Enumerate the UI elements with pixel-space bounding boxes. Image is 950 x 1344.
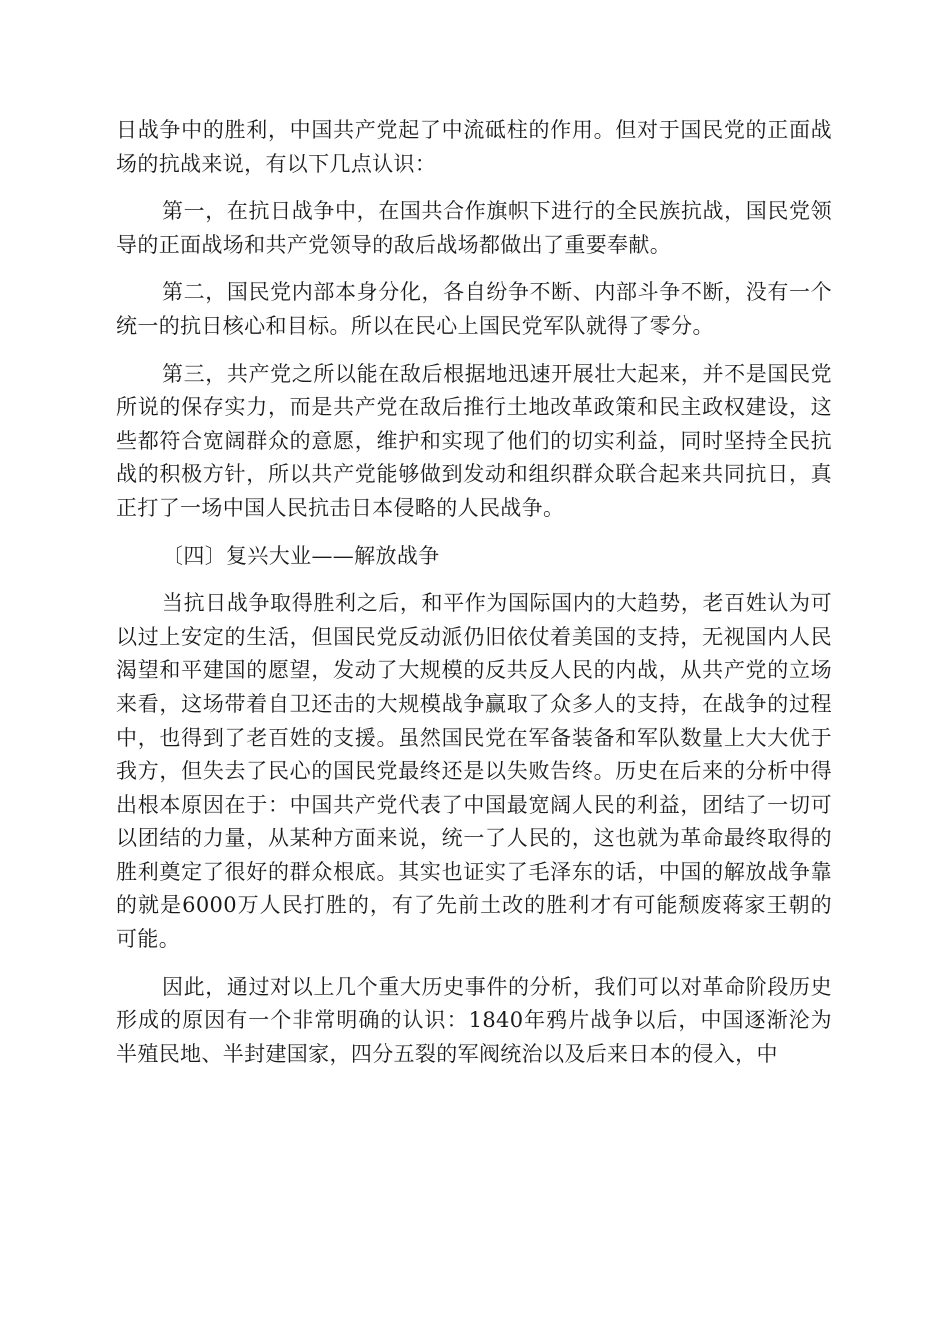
paragraph-point-two: 第二，国民党内部本身分化，各自纷争不断、内部斗争不断，没有一个统一的抗日核心和目标。所以在民心上国民党军队就得了零分。	[116, 280, 832, 338]
document-page	[116, 114, 832, 1085]
paragraph-point-three: 第三，共产党之所以能在敌后根据地迅速开展壮大起来，并不是国民党所说的保存实力，而是共产党在敌后推行土地改革政策和民主政权建设，这些都符合宽阔群众的意愿，维护和实现了他们的切实利益，同时坚持全民抗战的积极方针，所以共产党能够做到发动和组织群众联合起来共同抗日，真正打了一场中国人民抗击日本侵略的人民战争。	[116, 361, 832, 520]
paragraph-continuation: 日战争中的胜利，中国共产党起了中流砥柱的作用。但对于国民党的正面战场的抗战来说，有以下几点认识：	[116, 118, 832, 176]
paragraph-liberation-war: 当抗日战争取得胜利之后，和平作为国际国内的大趋势，老百姓认为可以过上安定的生活，但国民党反动派仍旧依仗着美国的支持，无视国内人民渴望和平建国的愿望，发动了大规模的反共反人民的内战，从共产党的立场来看，这场带着自卫还击的大规模战争赢取了众多人的支持，在战争的过程中，也得到了老百姓的支援。虽然国民党在军备装备和军队数量上大大优于我方，但失去了民心的国民党最终还是以失败告终。历史在后来的分析中得出根本原因在于：中国共产党代表了中国最宽阔人民的利益，团结了一切可以团结的力量，从某种方面来说，统一了人民的，这也就为革命最终取得的胜利奠定了很好的群众根底。其实也证实了毛泽东的话，中国的解放战争靠的就是6000万人民打胜的，有了先前土改的胜利才有可能颓废蒋家王朝的可能。	[116, 591, 832, 952]
paragraph-conclusion: 因此，通过对以上几个重大历史事件的分析，我们可以对革命阶段历史形成的原因有一个非常明确的认识：1840年鸦片战争以后，中国逐渐沦为半殖民地、半封建国家，四分五裂的军阀统治以及后来日本的侵入，中	[116, 974, 832, 1066]
paragraph-point-one: 第一，在抗日战争中，在国共合作旗帜下进行的全民族抗战，国民党领导的正面战场和共产党领导的敌后战场都做出了重要奉献。	[116, 199, 832, 257]
section-heading: 〔四〕复兴大业——解放战争	[162, 543, 440, 568]
